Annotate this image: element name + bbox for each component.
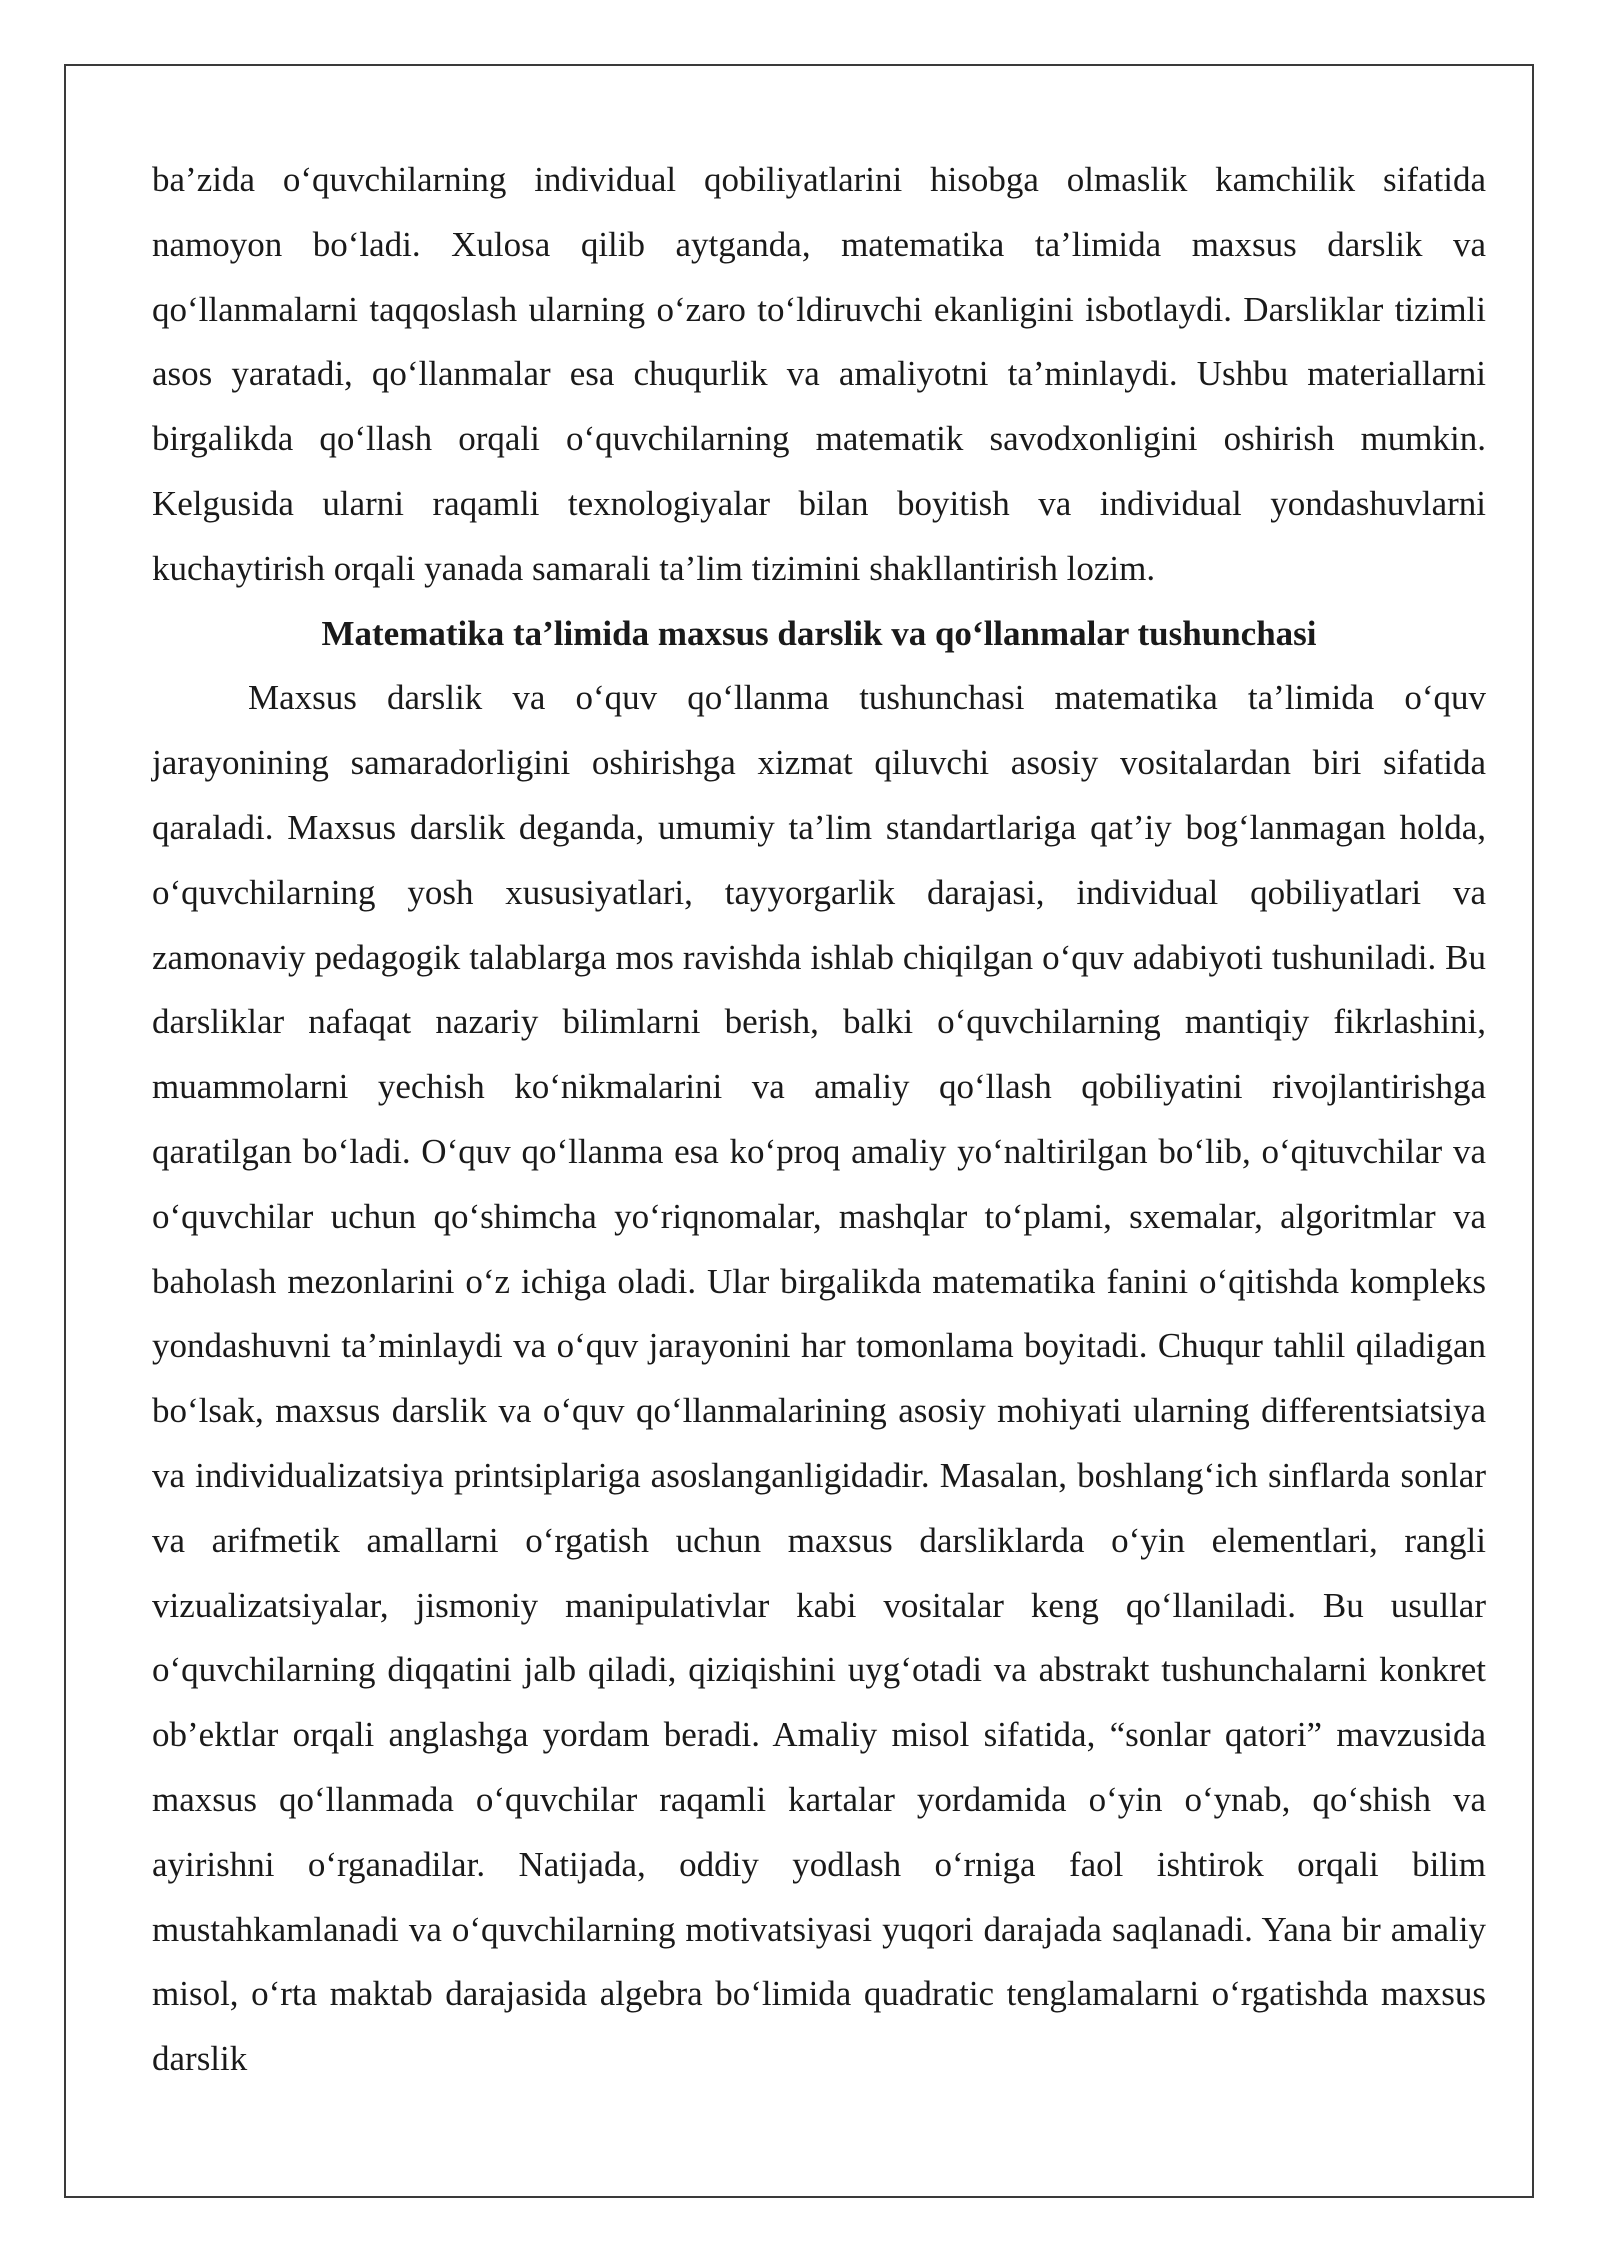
paragraph-main: Maxsus darslik va o‘quv qo‘llanma tushunchasi matematika ta’limida o‘quv jarayonining samaradorligini oshirishga xizmat qiluvchi asosiy vositalardan biri sifatida qaraladi. Maxsus darslik deganda, umumiy ta’lim standartlariga qat’iy bog‘lanmagan holda, o‘quvchilarning yosh xususiyatlari, tayyorgarlik darajasi, individual qobiliyatlari va zamonaviy pedagogik talablarga mos ravishda ishlab chiqilgan o‘quv adabiyoti tushuniladi. Bu darsliklar nafaqat nazariy bilimlarni berish, balki o‘quvchilarning mantiqiy fikrlashini, muammolarni yechish ko‘nikmalarini va amaliy qo‘llash qobiliyatini rivojlantirishga qaratilgan bo‘ladi. O‘quv qo‘llanma esa ko‘proq amaliy yo‘naltirilgan bo‘lib, o‘qituvchilar va o‘quvchilar uchun qo‘shimcha yo‘riqnomalar, mashqlar to‘plami, sxemalar, algoritmlar va baholash mezonlarini o‘z ichiga oladi. Ular birgalikda matematika fanini o‘qitishda kompleks yondashuvni ta’minlaydi va o‘quv jarayonini har tomonlama boyitadi. Chuqur tahlil qiladigan bo‘lsak, maxsus darslik va o‘quv qo‘llanmalarining asosiy mohiyati ularning differentsiatsiya va individualizatsiya printsiplariga asoslanganligidadir. Masalan, boshlang‘ich sinflarda sonlar va arifmetik amallarni o‘rgatish uchun maxsus darsliklarda o‘yin elementlari, rangli vizualizatsiyalar, jismoniy manipulativlar kabi vositalar keng qo‘llaniladi. Bu usullar o‘quvchilarning diqqatini jalb qiladi, qiziqishini uyg‘otadi va abstrakt tushunchalarni konkret ob’ektlar orqali anglashga yordam beradi. Amaliy misol sifatida, “sonlar qatori” mavzusida maxsus qo‘llanmada o‘quvchilar raqamli kartalar yordamida o‘yin o‘ynab, qo‘shish va ayirishni o‘rganadilar. Natijada, oddiy yodlash o‘rniga faol ishtirok orqali bilim mustahkamlanadi va o‘quvchilarning motivatsiyasi yuqori darajada saqlanadi. Yana bir amaliy misol, o‘rta maktab darajasida algebra bo‘limida quadratic tenglamalarni o‘rgatishda maxsus darslik	[152, 678, 1486, 2079]
page-body	[152, 148, 1486, 2092]
section-heading: Matematika ta’limida maxsus darslik va qo‘llanmalar tushunchasi	[321, 613, 1317, 653]
paragraph-conclusion: ba’zida o‘quvchilarning individual qobiliyatlarini hisobga olmaslik kamchilik sifatida namoyon bo‘ladi. Xulosa qilib aytganda, matematika ta’limida maxsus darslik va qo‘llanmalarni taqqoslash ularning o‘zaro to‘ldiruvchi ekanligini isbotlaydi. Darsliklar tizimli asos yaratadi, qo‘llanmalar esa chuqurlik va amaliyotni ta’minlaydi. Ushbu materiallarni birgalikda qo‘llash orqali o‘quvchilarning matematik savodxonligini oshirish mumkin. Kelgusida ularni raqamli texnologiyalar bilan boyitish va individual yondashuvlarni kuchaytirish orqali yanada samarali ta’lim tizimini shakllantirish lozim.	[152, 160, 1486, 588]
